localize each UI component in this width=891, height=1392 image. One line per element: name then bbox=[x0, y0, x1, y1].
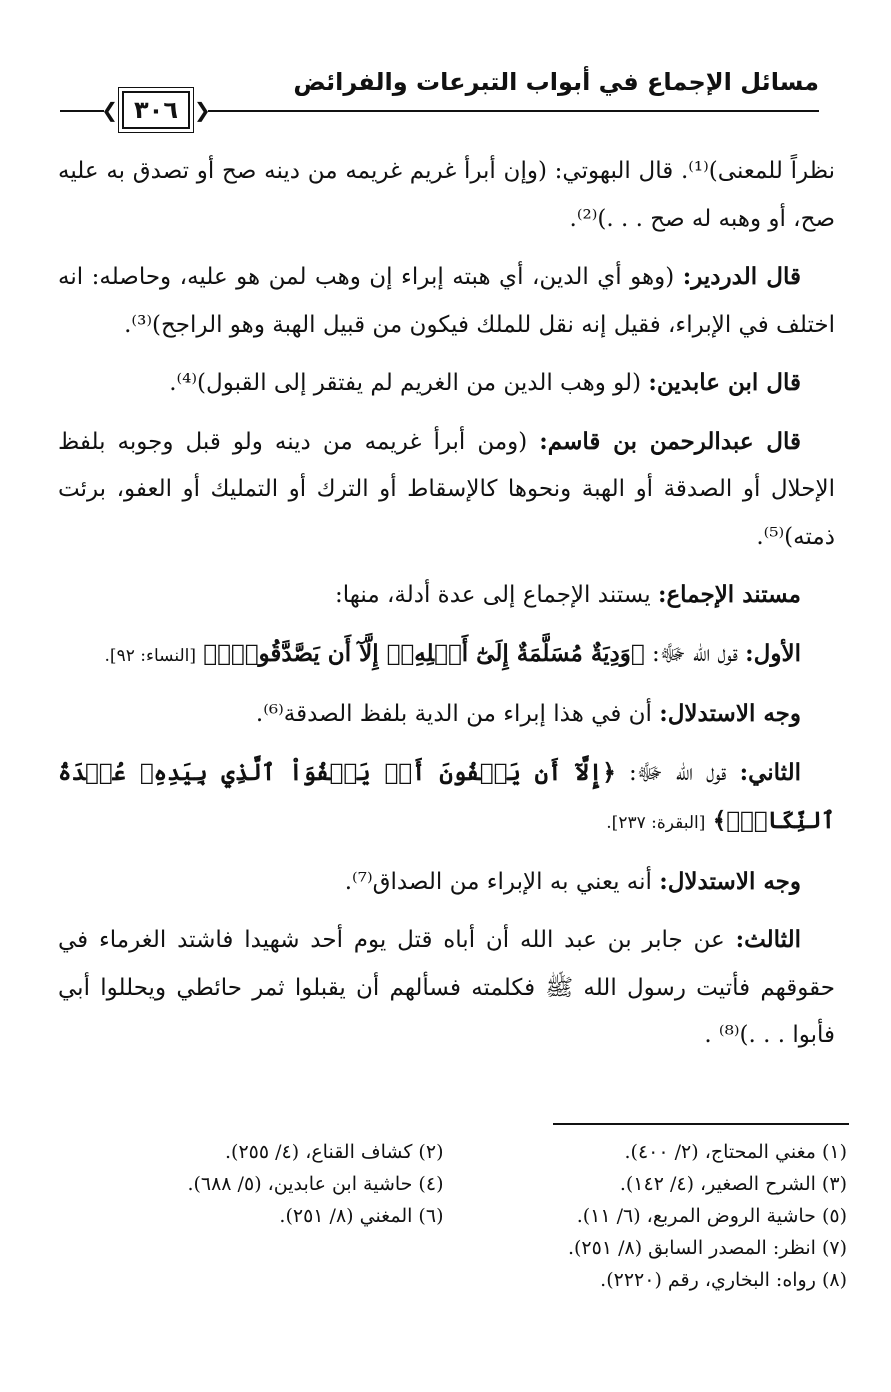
evidence-label: الثاني: bbox=[739, 758, 801, 786]
evidence-text: قول الله ﷻ: bbox=[652, 640, 738, 667]
inference-label: وجه الاستدلال: bbox=[659, 867, 801, 895]
quote-text: (وهو أي الدين، أي هبته إبراء إن وهب لمن هو عليه، وحاصله: انه اختلف في الإبراء، فقيل إنه نقل للملك فيكون من قبيل الهبة وهو الراجح)⁽³⁾. bbox=[58, 264, 835, 338]
paragraph bbox=[58, 690, 835, 739]
footnote-row bbox=[40, 1264, 847, 1296]
evidence-text: قول الله ﷻ: bbox=[629, 759, 727, 786]
running-title: مسائل الإجماع في أبواب التبرعات والفرائض bbox=[293, 68, 819, 96]
inference-text: أن في هذا إبراء من الدية بلفظ الصدقة⁽⁶⁾. bbox=[255, 701, 652, 727]
footnote: (٤) حاشية ابن عابدين، (٥/ ٦٨٨). bbox=[187, 1173, 444, 1195]
speaker-label: قال عبدالرحمن بن قاسم: bbox=[539, 427, 801, 455]
footnote-row bbox=[40, 1168, 847, 1200]
inference-text: أنه يعني به الإبراء من الصداق⁽⁷⁾. bbox=[344, 868, 652, 895]
quran-verse: ﴿وَدِيَةٌ مُسَلَّمَةٌ إِلَىٰٓ أَهۡلِهِۦٓ إِلَّآ أَن يَصَّدَّقُواْۚ﴾ bbox=[203, 639, 645, 667]
footnote: (٦) المغني (٨/ ٢٥١). bbox=[279, 1205, 444, 1227]
section-text: يستند الإجماع إلى عدة أدلة، منها: bbox=[335, 582, 651, 608]
evidence-label: الأول: bbox=[745, 639, 801, 667]
footnote: (٢) كشاف القناع، (٤/ ٢٥٥). bbox=[225, 1141, 444, 1163]
paragraph bbox=[58, 749, 835, 848]
paragraph bbox=[58, 418, 835, 562]
footnote: (٧) انظر: المصدر السابق (٨/ ٢٥١). bbox=[567, 1237, 847, 1259]
page-number-frame bbox=[101, 86, 211, 134]
inference-label: وجه الاستدلال: bbox=[659, 700, 801, 727]
quote-text: (ومن أبرأ غريمه من دينه ولو قبل وجوبه بلفظ الإحلال أو الصدقة أو الهبة ونحوها كالإسقاط أو الترك أو التمليك أو العفو، برئت ذمته)⁽⁵⁾. bbox=[58, 428, 835, 550]
footnote-rule bbox=[553, 1123, 849, 1125]
paragraph bbox=[58, 253, 835, 349]
footnote-row bbox=[40, 1232, 847, 1264]
paragraph bbox=[58, 858, 835, 907]
verse-reference: [النساء: ٩٢]. bbox=[104, 645, 196, 666]
ornament-icon: ❯ bbox=[101, 98, 119, 122]
footnote: (٣) الشرح الصغير، (٤/ ١٤٢). bbox=[619, 1173, 847, 1195]
evidence-text: عن جابر بن عبد الله أن أباه قتل يوم أحد شهيدا فاشتد الغرماء في حقوقهم فأتيت رسول الله ﷺ فكلمته فسألهم أن يقبلوا ثمر حائطي ويحللوا أبي فأبوا . . .)⁽⁸⁾ . bbox=[58, 927, 835, 1048]
footnotes bbox=[40, 1136, 847, 1296]
quran-verse: ﴿إِلَّآ أَن يَعۡفُونَ أَوۡ يَعۡفُوَاْ ٱلَّذِي بِيَدِهِۦ عُقۡدَةُ ٱلنِّكَاحِۚ﴾ bbox=[58, 758, 835, 834]
speaker-label: قال الدردير: bbox=[682, 263, 802, 290]
paragraph bbox=[58, 630, 835, 681]
verse-reference: [البقرة: ٢٣٧]. bbox=[606, 813, 706, 833]
ornament-icon: ❮ bbox=[193, 98, 211, 122]
paragraph bbox=[58, 359, 835, 408]
paragraph bbox=[58, 571, 835, 620]
footnote-row bbox=[40, 1200, 847, 1232]
paragraph bbox=[58, 916, 835, 1060]
evidence-label: الثالث: bbox=[735, 926, 802, 953]
footnote: (١) مغني المحتاج، (٢/ ٤٠٠). bbox=[624, 1141, 847, 1163]
speaker-label: قال ابن عابدين: bbox=[648, 369, 801, 396]
footnote: (٨) رواه: البخاري، رقم (٢٢٢٠). bbox=[600, 1269, 847, 1291]
section-label: مستند الإجماع: bbox=[657, 581, 801, 608]
main-text bbox=[58, 148, 835, 1070]
footnote-row bbox=[40, 1136, 847, 1168]
page-number: ٣٠٦ bbox=[122, 91, 190, 129]
quote-text: (لو وهب الدين من الغريم لم يفتقر إلى القبول)⁽⁴⁾. bbox=[169, 370, 642, 396]
footnote: (٥) حاشية الروض المربع، (٦/ ١١). bbox=[576, 1205, 847, 1227]
paragraph: نظراً للمعنى)⁽¹⁾. قال البهوتي: (وإن أبرأ غريم غريمه من دينه صح أو تصدق به عليه صح، أو وهبه له صح . . .)⁽²⁾. bbox=[58, 158, 835, 232]
